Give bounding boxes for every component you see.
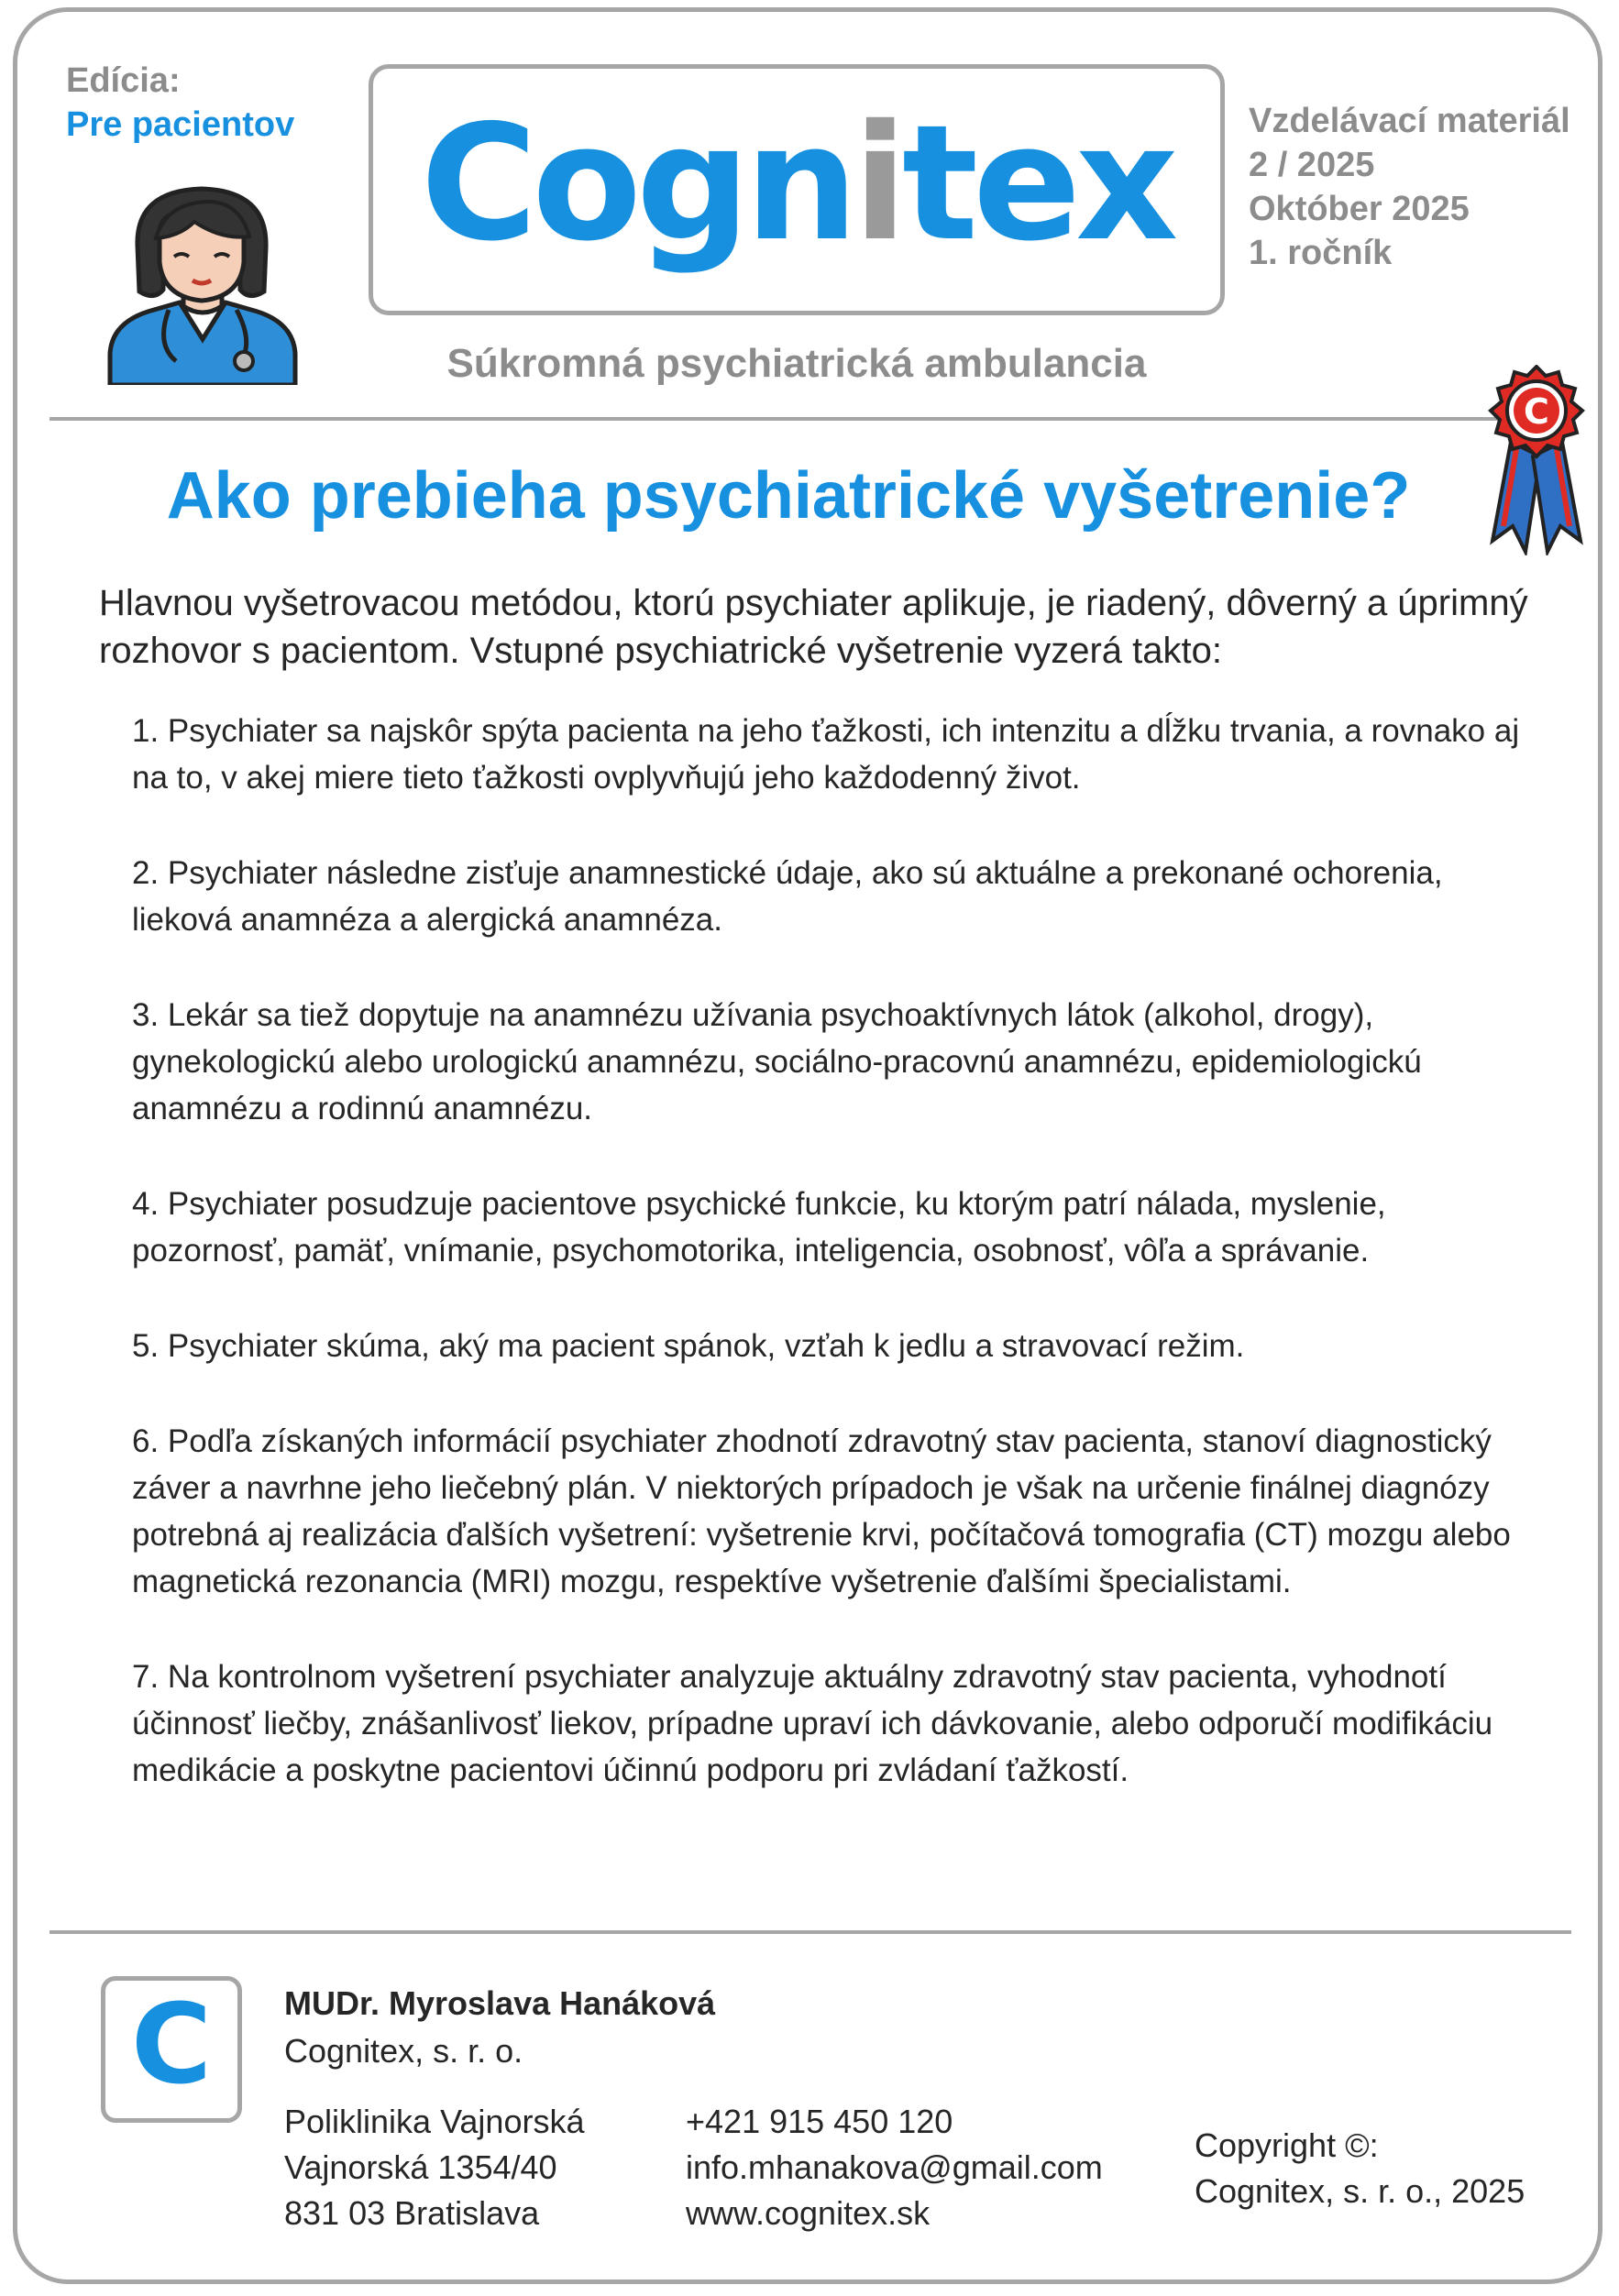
edition-value: Pre pacientov <box>66 105 295 144</box>
logo-part3: tex <box>901 91 1173 277</box>
subtitle: Súkromná psychiatrická ambulancia <box>446 341 1147 386</box>
footer-logo <box>101 1976 242 2123</box>
article-title: Ako prebieha psychiatrické vyšetrenie? <box>166 459 1411 533</box>
doctor-avatar-icon <box>103 181 303 385</box>
email-link[interactable]: info.mhanakova@gmail.com <box>686 2148 1103 2186</box>
divider-top <box>50 417 1571 421</box>
steps-list <box>132 708 1544 1842</box>
copyright-value: Cognitex, s. r. o., 2025 <box>1195 2172 1525 2210</box>
issue-line: 2 / 2025 <box>1249 146 1375 184</box>
list-item: 3. Lekár sa tiež dopytuje na anamnézu užívania psychoaktívnych látok (alkohol, drogy), gynekologickú alebo urologickú anamnézu, sociálno-pracovnú anamnézu, epidemiologickú anamnézu a rodinnú anamnézu. <box>132 997 1422 1126</box>
list-item: 1. Psychiater sa najskôr spýta pacienta na jeho ťažkosti, ich intenzitu a dĺžku trvania, a rovnako aj na to, v akej miere tieto ťažkosti ovplyvňujú jeho každodenný život. <box>132 713 1520 796</box>
copyright-block <box>1195 2123 1525 2214</box>
website-link[interactable]: www.cognitex.sk <box>686 2194 931 2232</box>
address-block <box>284 2099 584 2236</box>
logo-part1: Cogn <box>420 91 854 277</box>
company-name: Cognitex, s. r. o. <box>284 2032 523 2070</box>
author-block <box>284 1980 715 2075</box>
copyright-label: Copyright ©: <box>1195 2126 1379 2164</box>
issue-info <box>1249 99 1570 275</box>
issue-line: Vzdelávací materiál <box>1249 102 1570 140</box>
issue-line: Október 2025 <box>1249 190 1470 228</box>
address-line: Poliklinika Vajnorská <box>284 2103 585 2140</box>
list-item: 2. Psychiater následne zisťuje anamnestické údaje, ako sú aktuálne a prekonané ochorenia, lieková anamnéza a alergická anamnéza. <box>132 855 1443 938</box>
footer-logo-letter: C <box>130 1982 213 2109</box>
issue-line: 1. ročník <box>1249 234 1393 272</box>
divider-bottom <box>50 1930 1571 1934</box>
list-item: 5. Psychiater skúma, aký ma pacient spánok, vzťah k jedlu a stravovací režim. <box>132 1328 1245 1364</box>
logo-part2: i <box>853 91 902 277</box>
list-item: 6. Podľa získaných informácií psychiater zhodnotí zdravotný stav pacienta, stanoví diagnostický záver a navrhne jeho liečebný plán. V niektorých prípadoch je však na určenie finálnej diagnózy potrebná aj realizácia ďalších vyšetrení: vyšetrenie krvi, počítačová tomografia (CT) mozgu alebo magnetická rezonancia (MRI) mozgu, respektíve vyšetrenie ďalšími špecialistami. <box>132 1423 1511 1599</box>
address-line: Vajnorská 1354/40 <box>284 2148 557 2186</box>
cognitex-logo <box>369 64 1225 315</box>
list-item: 4. Psychiater posudzuje pacientove psychické funkcie, ku ktorým patrí nálada, myslenie, pozornosť, pamäť, vnímanie, psychomotorika, inteligencia, osobnosť, vôľa a správanie. <box>132 1186 1386 1269</box>
contact-block <box>686 2099 1103 2236</box>
list-item: 7. Na kontrolnom vyšetrení psychiater analyzuje aktuálny zdravotný stav pacienta, vyhodnotí účinnosť liečby, znášanlivosť liekov, prípadne upraví ich dávkovanie, alebo odporučí modifikáciu medikácie a poskytne pacientovi účinnú podporu pri zvládaní ťažkostí. <box>132 1659 1493 1788</box>
article-intro: Hlavnou vyšetrovacou metódou, ktorú psychiater aplikuje, je riadený, dôverný a úprimný rozhovor s pacientom. Vstupné psychiatrické vyšetrenie vyzerá takto: <box>99 583 1528 671</box>
author-name: MUDr. Myroslava Hanáková <box>284 1984 716 2022</box>
edition-block <box>66 59 294 147</box>
phone-number: +421 915 450 120 <box>686 2103 953 2140</box>
edition-label: Edícia: <box>66 61 181 100</box>
address-line: 831 03 Bratislava <box>284 2194 540 2232</box>
award-letter: C <box>1524 391 1549 432</box>
